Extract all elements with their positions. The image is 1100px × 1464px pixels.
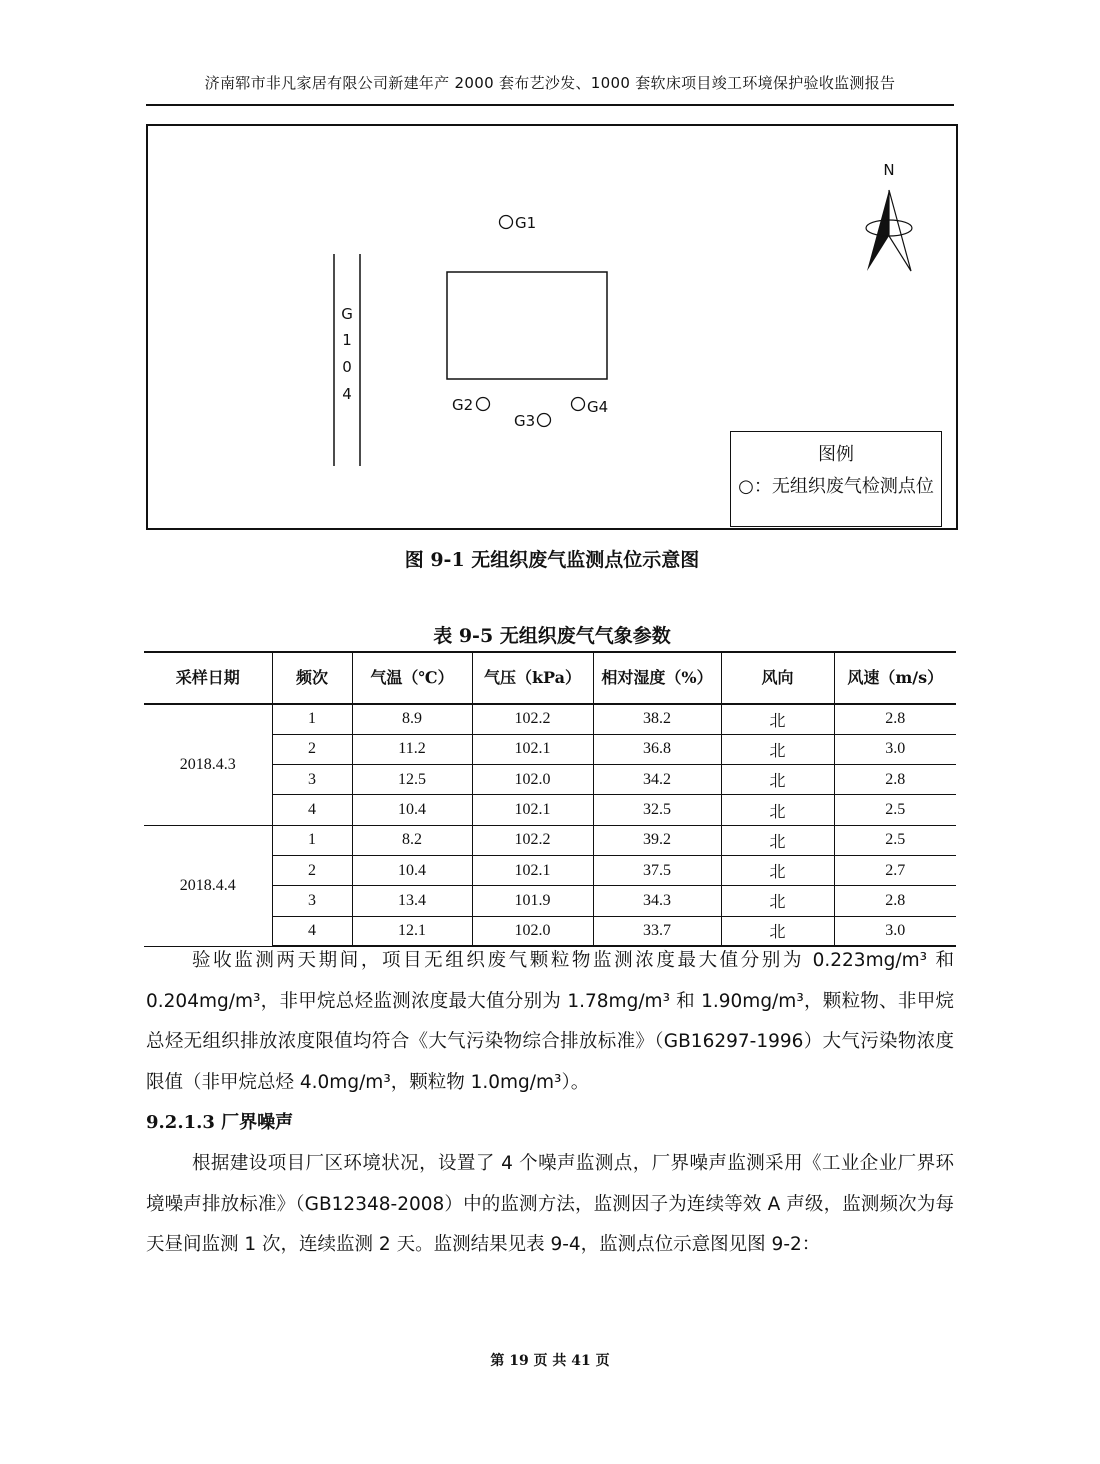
north-arrow-icon: [866, 161, 912, 271]
table-cell: 2: [272, 855, 352, 885]
table-row: [144, 704, 956, 734]
table-cell: 10.4: [352, 795, 472, 825]
table-cell: 34.2: [593, 765, 721, 795]
table-cell: 3.0: [834, 916, 956, 946]
road-char: 0: [342, 358, 352, 376]
legend-title: 图例: [818, 444, 854, 465]
table-cell: 3: [272, 765, 352, 795]
table-cell: 101.9: [472, 886, 593, 916]
monitoring-point-label: G1: [515, 214, 537, 232]
column-header: 气压（kPa）: [472, 652, 593, 704]
table-cell: 4: [272, 795, 352, 825]
table-cell: 2: [272, 734, 352, 764]
table-cell: 102.0: [472, 765, 593, 795]
table-cell: 北: [721, 704, 834, 734]
table-cell: 2.7: [834, 855, 956, 885]
table-cell: 38.2: [593, 704, 721, 734]
date-cell: 2018.4.4: [144, 825, 272, 946]
road-char: G: [341, 305, 353, 323]
table-cell: 北: [721, 765, 834, 795]
table-cell: 36.8: [593, 734, 721, 764]
table-cell: 102.1: [472, 855, 593, 885]
column-header: 风速（m/s）: [834, 652, 956, 704]
table-cell: 102.2: [472, 704, 593, 734]
noise-paragraph: 根据建设项目厂区环境状况，设置了 4 个噪声监测点，厂界噪声监测采用《工业企业厂界环境噪声排放标准》（GB12348-2008）中的监测方法，监测因子为连续等效 A 声级，监测频次为每天昼间监测 1 次，连续监测 2 天。监测结果见表 9-4，监测点位示意图见图 9-2：: [146, 1153, 954, 1255]
section-heading: 9.2.1.3 厂界噪声: [146, 1112, 294, 1133]
monitoring-point-label: G4: [587, 398, 609, 416]
table-cell: 10.4: [352, 855, 472, 885]
table-cell: 102.1: [472, 795, 593, 825]
table-cell: 北: [721, 825, 834, 855]
results-paragraph: 验收监测两天期间，项目无组织废气颗粒物监测浓度最大值分别为 0.223mg/m³ 和 0.204mg/m³，非甲烷总烃监测浓度最大值分别为 1.78mg/m³ 和 1.90mg/m³，颗粒物、非甲烷总烃无组织排放浓度限值均符合《大气污染物综合排放标准》（GB16297-1996）大气污染物浓度限值（非甲烷总烃 4.0mg/m³，颗粒物 1.0mg/m³）。: [146, 950, 954, 1093]
header-rule: [146, 104, 954, 106]
table-cell: 3.0: [834, 734, 956, 764]
table-cell: 3: [272, 886, 352, 916]
monitoring-point-label: G2: [452, 396, 474, 414]
table-cell: 北: [721, 734, 834, 764]
table-cell: 37.5: [593, 855, 721, 885]
table-cell: 102.0: [472, 916, 593, 946]
page-footer: 第 19 页 共 41 页: [490, 1353, 610, 1369]
table-title: 表 9-5 无组织废气气象参数: [433, 625, 671, 647]
table-cell: 33.7: [593, 916, 721, 946]
table-cell: 北: [721, 886, 834, 916]
monitoring-map: [146, 124, 958, 530]
table-cell: 12.5: [352, 765, 472, 795]
monitoring-point-marker: [572, 398, 585, 411]
table-cell: 13.4: [352, 886, 472, 916]
column-header: 风向: [721, 652, 834, 704]
table-cell: 11.2: [352, 734, 472, 764]
map-legend: [730, 431, 942, 527]
table-cell: 1: [272, 704, 352, 734]
monitoring-point-marker: [538, 414, 551, 427]
weather-parameters-table: [144, 651, 956, 947]
column-header: 相对湿度（%）: [593, 652, 721, 704]
road-char: 4: [342, 385, 352, 403]
table-cell: 2.5: [834, 795, 956, 825]
table-cell: 2.8: [834, 886, 956, 916]
date-cell: 2018.4.3: [144, 704, 272, 825]
road-char: 1: [342, 331, 352, 349]
table-cell: 2.8: [834, 765, 956, 795]
table-cell: 8.2: [352, 825, 472, 855]
north-label: N: [883, 161, 895, 179]
figure-caption: 图 9-1 无组织废气监测点位示意图: [404, 549, 700, 571]
table-cell: 102.1: [472, 734, 593, 764]
column-header: 气温（℃）: [352, 652, 472, 704]
monitoring-point-label: G3: [514, 412, 536, 430]
factory-building: [447, 272, 607, 379]
table-cell: 39.2: [593, 825, 721, 855]
legend-item: ○：无组织废气检测点位: [738, 476, 934, 497]
page-header: 济南郓市非凡家居有限公司新建年产 2000 套布艺沙发、1000 套软床项目竣工环境保护验收监测报告: [204, 74, 896, 92]
column-header: 采样日期: [144, 652, 272, 704]
monitoring-point-marker: [477, 398, 490, 411]
table-cell: 102.2: [472, 825, 593, 855]
table-cell: 32.5: [593, 795, 721, 825]
table-cell: 北: [721, 916, 834, 946]
table-cell: 8.9: [352, 704, 472, 734]
table-cell: 北: [721, 855, 834, 885]
monitoring-point-marker: [500, 216, 513, 229]
table-cell: 2.8: [834, 704, 956, 734]
table-row: [144, 825, 956, 855]
table-cell: 2.5: [834, 825, 956, 855]
table-cell: 1: [272, 825, 352, 855]
column-header: 频次: [272, 652, 352, 704]
table-cell: 北: [721, 795, 834, 825]
table-cell: 34.3: [593, 886, 721, 916]
table-cell: 12.1: [352, 916, 472, 946]
table-cell: 4: [272, 916, 352, 946]
table-header-row: [144, 652, 956, 704]
